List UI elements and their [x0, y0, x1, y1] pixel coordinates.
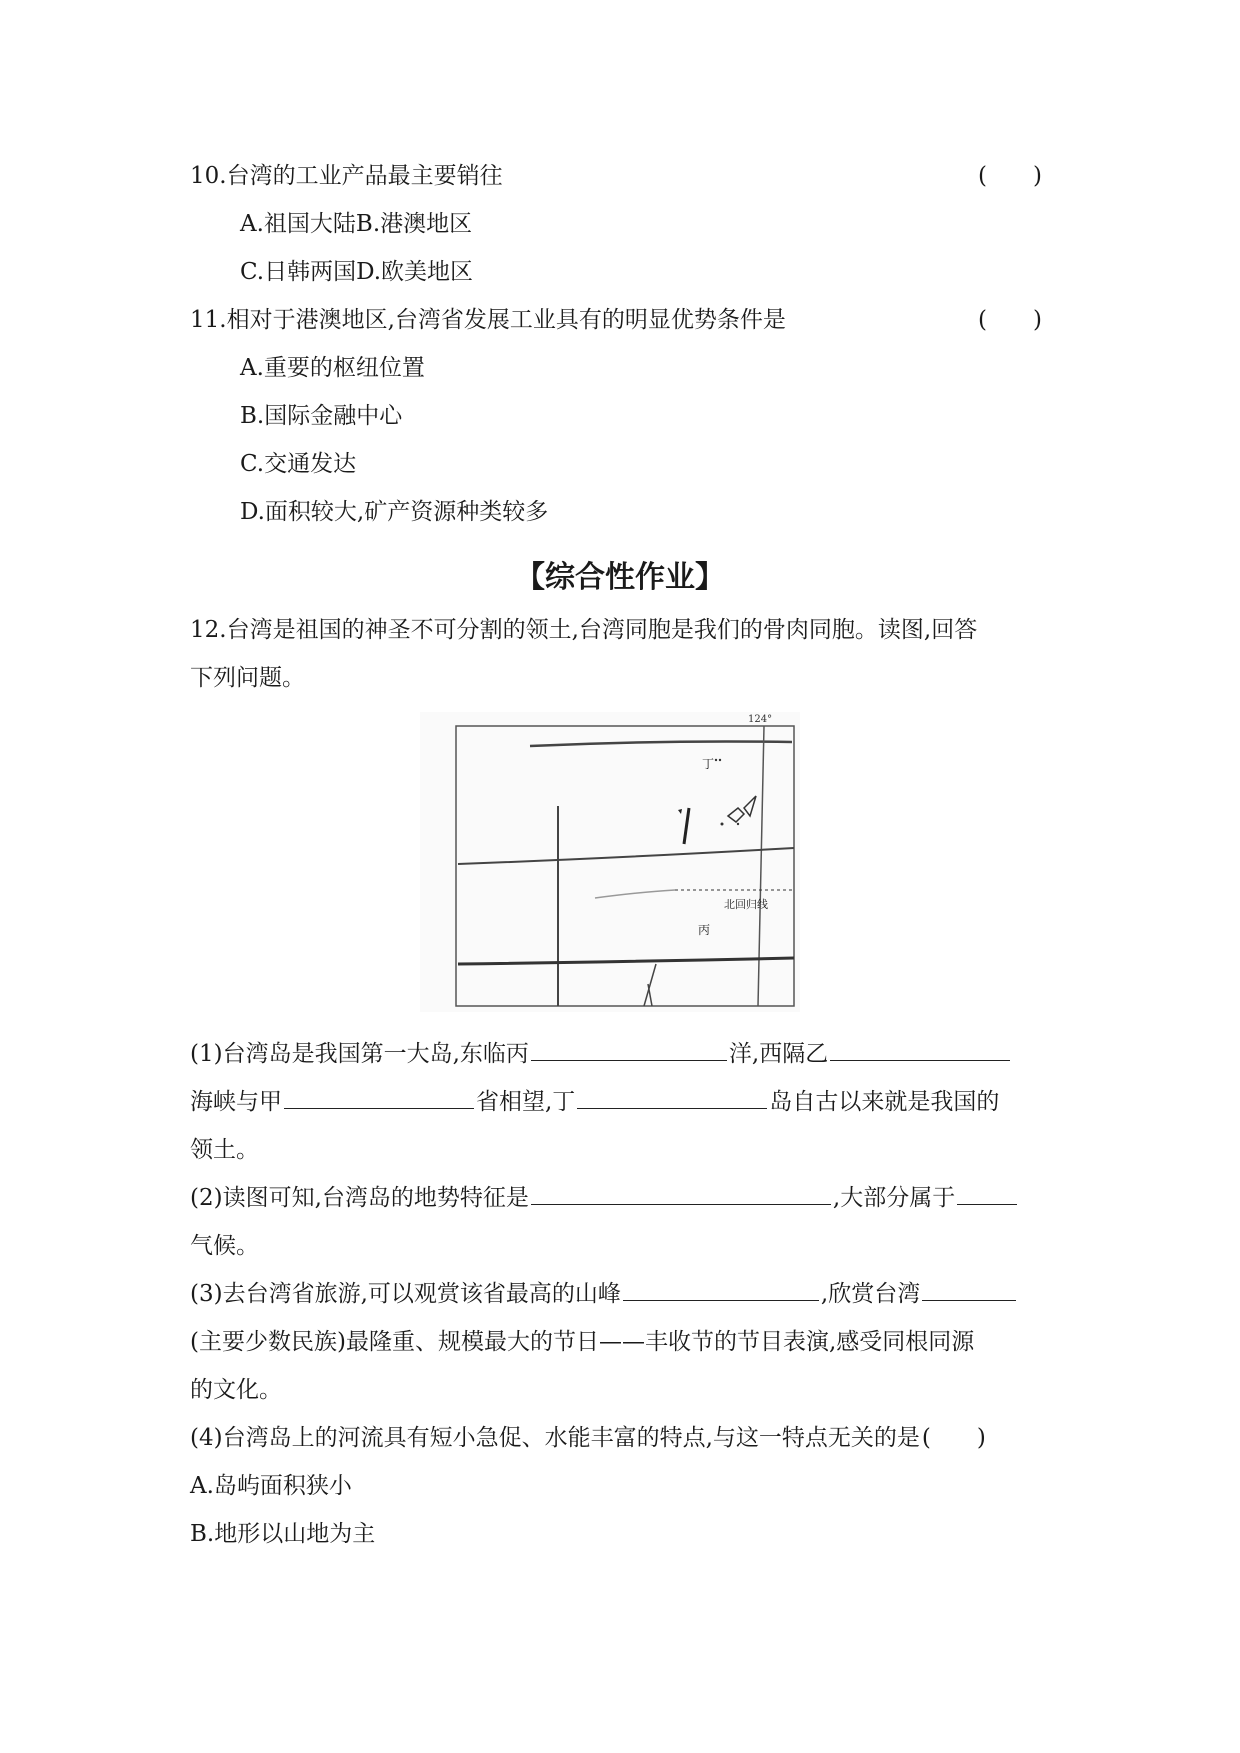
question-12-stem-line2: 下列问题。 — [190, 665, 305, 691]
blank-peak[interactable] — [623, 1278, 819, 1301]
question-10-options-cd: C.日韩两国D.欧美地区 — [240, 259, 474, 285]
p1-text-a: (1)台湾岛是我国第一大岛,东临丙 — [190, 1041, 529, 1067]
section-title: 【综合性作业】 — [515, 560, 725, 595]
p2-text-a: (2)读图可知,台湾岛的地势特征是 — [190, 1185, 529, 1211]
p2-text-b: ,大部分属于 — [832, 1185, 956, 1211]
question-12-part2-line1 — [190, 1182, 1058, 1214]
question-10-answer-parens[interactable]: ( ) — [978, 163, 1042, 189]
map-longitude-label: 124° — [748, 714, 773, 725]
question-11-option-a: A.重要的枢纽位置 — [240, 355, 425, 381]
p1-text-e: 岛自古以来就是我国的 — [769, 1089, 1000, 1115]
question-11-stem — [190, 304, 1058, 336]
question-10-stem — [190, 160, 1058, 192]
p1-text-c: 海峡与甲 — [190, 1089, 282, 1115]
p3-text-a: (3)去台湾省旅游,可以观赏该省最高的山峰 — [190, 1281, 621, 1307]
island-dot-2 — [721, 823, 724, 826]
question-12-stem-line1: 12.台湾是祖国的神圣不可分割的领土,台湾同胞是我们的骨肉同胞。读图,回答 — [190, 617, 978, 643]
taiwan-map-figure — [420, 712, 800, 1012]
question-12-part1-line3: 领土。 — [190, 1137, 259, 1163]
question-12-part3-line3: 的文化。 — [190, 1377, 282, 1403]
question-12-part4-option-b: B.地形以山地为主 — [190, 1521, 376, 1547]
question-12-part4-stem — [190, 1422, 1058, 1454]
question-10-options-ab: A.祖国大陆B.港澳地区 — [240, 211, 473, 237]
question-11-text: 11.相对于港澳地区,台湾省发展工业具有的明显优势条件是 — [190, 307, 786, 333]
blank-ethnic-group[interactable] — [922, 1278, 1016, 1301]
p3-text-b: ,欣赏台湾 — [820, 1281, 921, 1307]
question-12-part3-line2: (主要少数民族)最隆重、规模最大的节日——丰收节的节目表演,感受同根同源 — [190, 1329, 975, 1355]
island-dot-5 — [719, 759, 721, 761]
question-12-part1-line2 — [190, 1086, 1058, 1118]
question-10-text: 10.台湾的工业产品最主要销往 — [190, 163, 503, 189]
blank-terrain[interactable] — [531, 1182, 831, 1205]
question-11-option-b: B.国际金融中心 — [240, 403, 403, 429]
p1-text-b: 洋,西隔乙 — [728, 1041, 829, 1067]
taiwan-map — [420, 712, 800, 1012]
blank-jia-province[interactable] — [284, 1086, 474, 1109]
blank-climate[interactable] — [957, 1182, 1017, 1205]
blank-ding-island[interactable] — [577, 1086, 767, 1109]
tropic-label: 北回归线 — [724, 898, 768, 911]
question-12-part2-line2: 气候。 — [190, 1233, 259, 1259]
blank-yi-strait[interactable] — [830, 1038, 1010, 1061]
question-12-part3-line1 — [190, 1278, 1058, 1310]
question-11-answer-parens[interactable]: ( ) — [978, 307, 1042, 333]
p1-text-d: 省相望,丁 — [476, 1089, 576, 1115]
question-11-option-d: D.面积较大,矿产资源种类较多 — [240, 499, 549, 525]
question-12-part4-answer-parens[interactable]: ( ) — [921, 1425, 986, 1451]
question-12-part4-option-a: A.岛屿面积狭小 — [190, 1473, 352, 1499]
island-dot-3 — [737, 823, 739, 825]
island-dot-4 — [715, 759, 717, 761]
question-11-option-c: C.交通发达 — [240, 451, 357, 477]
map-label-ding: 丁 — [702, 757, 715, 771]
question-12-part1-line1 — [190, 1038, 1058, 1070]
p4-text: (4)台湾岛上的河流具有短小急促、水能丰富的特点,与这一特点无关的是 — [190, 1425, 920, 1451]
map-label-bing: 丙 — [698, 923, 711, 937]
blank-bing-ocean[interactable] — [531, 1038, 727, 1061]
